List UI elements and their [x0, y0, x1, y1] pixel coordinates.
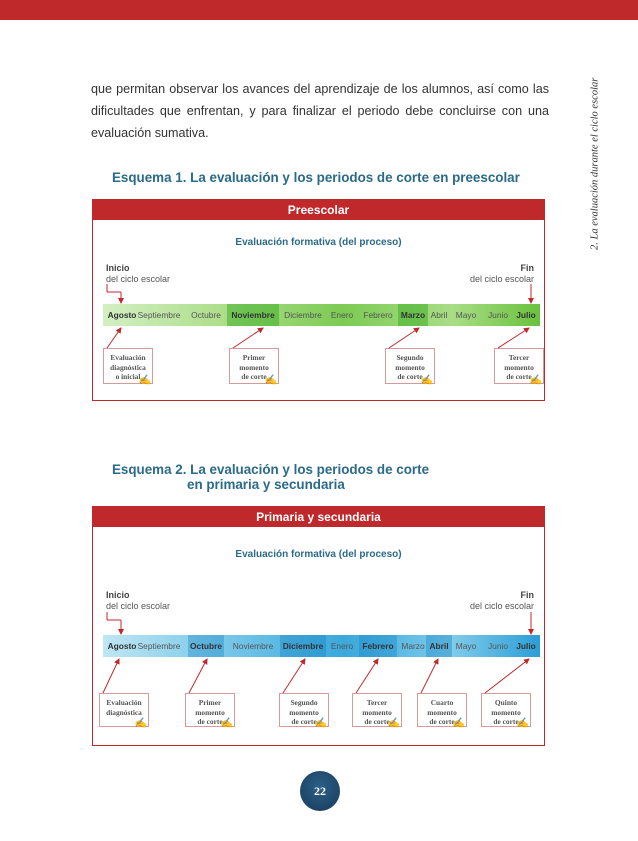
- callout-line: momento: [427, 707, 457, 717]
- month-agosto: Agosto: [107, 310, 137, 320]
- callout-line: Tercer: [508, 353, 530, 362]
- month-junio: Junio: [487, 310, 509, 320]
- top-bar: [0, 0, 638, 20]
- scheme2-end-label: [470, 590, 534, 612]
- scheme2-end-sub: del ciclo escolar: [469, 601, 534, 611]
- pen-icon: ✍: [220, 717, 233, 729]
- month-enero: Enero: [330, 310, 354, 320]
- scheme1-end-sub: del ciclo escolar: [469, 274, 534, 284]
- scheme2-title-line1: Esquema 2. La evaluación y los periodos de corte: [112, 462, 430, 477]
- month-septiembre: Septiembre: [137, 310, 181, 320]
- chapter-side-label: 2. La evaluación durante el ciclo escolar: [589, 77, 601, 250]
- callout-line: Cuarto: [430, 698, 454, 707]
- scheme2-title: [112, 462, 429, 492]
- month-noviembre: Noviembre: [232, 641, 274, 651]
- callout-box: [494, 348, 544, 384]
- scheme1-start-title: Inicio: [106, 263, 130, 273]
- scheme1-formativa-label: Evaluación formativa (del proceso): [235, 237, 402, 248]
- body-paragraph: que permitan observar los avances del aprendizaje de los alumnos, así como las dificultades que enfrentan, y para finalizar el periodo debe concluirse con una evaluación sumativa.: [91, 82, 549, 140]
- callout-arrow: [103, 659, 119, 693]
- scheme2-start-title: Inicio: [106, 590, 130, 600]
- scheme2-title-line2: en primaria y secundaria: [187, 477, 345, 492]
- callout-line: momento: [504, 362, 534, 372]
- callout-line: Tercer: [366, 698, 388, 707]
- scheme1-start-sub: del ciclo escolar: [106, 274, 171, 284]
- scheme2-start-sub: del ciclo escolar: [106, 601, 171, 611]
- month-junio: Junio: [487, 641, 509, 651]
- callout-line: momento: [395, 362, 425, 372]
- month-mayo: Mayo: [455, 641, 477, 651]
- callout-line: momento: [491, 707, 521, 717]
- callout-line: Evaluación: [106, 698, 142, 707]
- callout-arrow: [189, 659, 207, 693]
- month-abril: Abril: [429, 641, 449, 651]
- callout-arrow: [107, 328, 121, 348]
- callout-line: o inicial: [115, 372, 141, 381]
- month-noviembre: Noviembre: [231, 310, 275, 320]
- callout-box: [481, 693, 531, 727]
- callout-line: de corte: [241, 372, 267, 381]
- month-febrero: Febrero: [363, 310, 393, 320]
- callout-line: Primer: [242, 353, 266, 362]
- pen-icon: ✍: [387, 717, 400, 729]
- callout-arrow: [283, 659, 305, 693]
- month-octubre: Octubre: [189, 641, 223, 651]
- pen-icon: ✍: [264, 374, 277, 386]
- scheme1-end-label: [470, 263, 534, 285]
- callout-box: [279, 693, 329, 727]
- callout-line: Segundo: [396, 353, 424, 362]
- scheme2-start-label: [106, 590, 170, 612]
- callout-arrow: [485, 659, 529, 693]
- callout-line: Primer: [198, 698, 222, 707]
- month-marzo: Marzo: [400, 310, 426, 320]
- callout-line: diagnóstica: [110, 362, 146, 372]
- scheme2-diagram: [92, 506, 545, 746]
- callout-box: [103, 348, 153, 384]
- month-diciembre: Diciembre: [282, 641, 324, 651]
- month-octubre: Octubre: [191, 310, 221, 320]
- callout-box: [417, 693, 467, 727]
- scheme2-header: Primaria y secundaria: [93, 507, 544, 527]
- callout-box: [99, 693, 149, 727]
- scheme2-month-bar: [103, 635, 540, 657]
- callout-arrow: [421, 659, 438, 693]
- month-julio: Julio: [516, 641, 536, 651]
- callout-arrow: [356, 659, 378, 693]
- scheme2-end-title: Fin: [520, 590, 534, 600]
- pen-icon: ✍: [452, 717, 465, 729]
- callout-line: de corte: [429, 717, 455, 726]
- pen-icon: ✍: [529, 374, 542, 386]
- scheme1-header: Preescolar: [93, 200, 544, 220]
- callout-line: momento: [239, 362, 269, 372]
- callout-arrow: [389, 328, 419, 348]
- scheme2-formativa-label: Evaluación formativa (del proceso): [235, 549, 402, 560]
- month-agosto: Agosto: [107, 641, 137, 651]
- month-mayo: Mayo: [455, 310, 477, 320]
- callout-box: [385, 348, 435, 384]
- month-septiembre: Septiembre: [137, 641, 181, 651]
- callout-arrow: [233, 328, 263, 348]
- month-abril: Abril: [430, 310, 448, 320]
- callout-line: Segundo: [290, 698, 318, 707]
- callout-line: Quinto: [494, 698, 518, 707]
- scheme1-end-title: Fin: [520, 263, 534, 273]
- pen-icon: ✍: [314, 717, 327, 729]
- callout-line: de corte: [364, 717, 390, 726]
- callout-line: Evaluación: [110, 353, 146, 362]
- callout-line: momento: [195, 707, 225, 717]
- callout-line: momento: [362, 707, 392, 717]
- callout-line: momento: [289, 707, 319, 717]
- pen-icon: ✍: [134, 717, 147, 729]
- month-enero: Enero: [330, 641, 354, 651]
- pen-icon: ✍: [516, 717, 529, 729]
- callout-line: de corte: [506, 372, 532, 381]
- callout-box: [229, 348, 279, 384]
- callout-arrow: [498, 328, 529, 348]
- page-number: 22: [300, 771, 340, 811]
- month-marzo: Marzo: [401, 641, 425, 651]
- month-julio: Julio: [516, 310, 536, 320]
- scheme1-title: Esquema 1. La evaluación y los periodos de corte en preescolar: [112, 170, 520, 185]
- pen-icon: ✍: [138, 374, 151, 386]
- month-febrero: Febrero: [362, 641, 394, 651]
- callout-line: de corte: [291, 717, 317, 726]
- scheme1-start-label: [106, 263, 170, 285]
- callout-box: [185, 693, 235, 727]
- scheme1-month-bar: [103, 304, 540, 326]
- callout-box: [352, 693, 402, 727]
- callout-line: de corte: [197, 717, 223, 726]
- scheme1-diagram: [92, 199, 545, 401]
- pen-icon: ✍: [420, 374, 433, 386]
- month-diciembre: Diciembre: [284, 310, 322, 320]
- callout-line: de corte: [493, 717, 519, 726]
- callout-line: diagnóstica: [106, 707, 142, 717]
- callout-line: de corte: [397, 372, 423, 381]
